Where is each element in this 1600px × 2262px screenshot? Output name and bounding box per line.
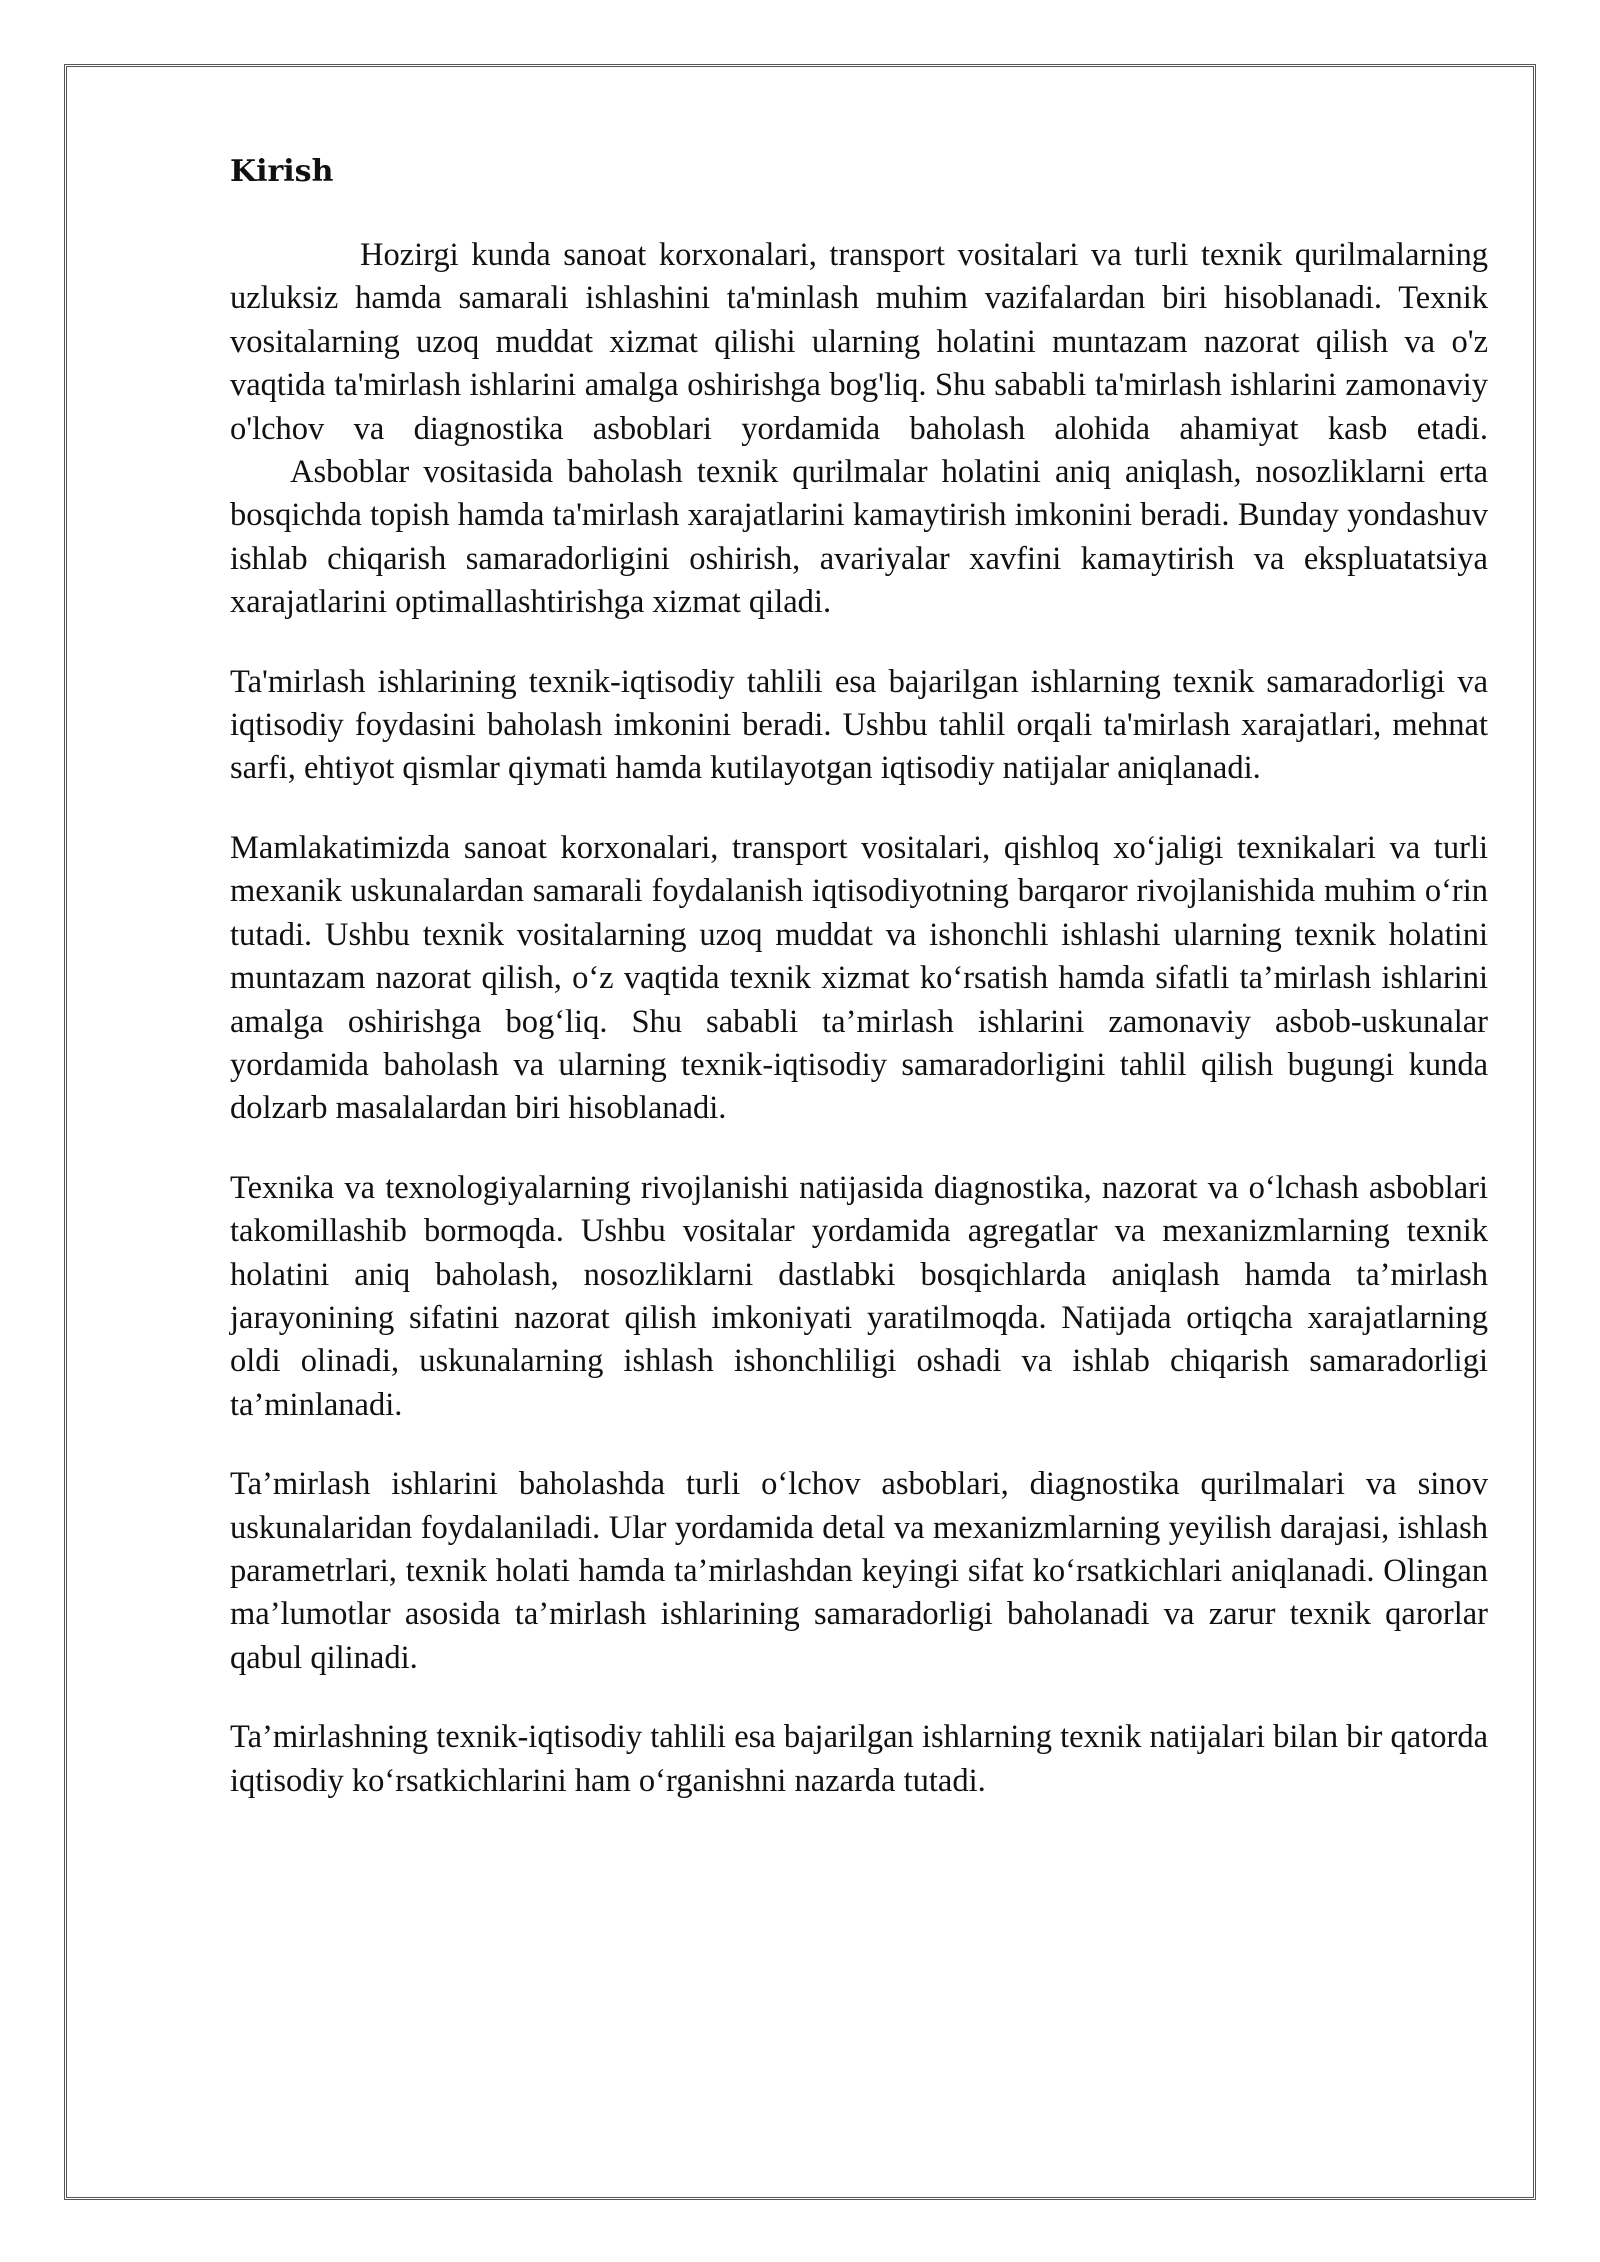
paragraph-3: Ta'mirlash ishlarining texnik-iqtisodiy tahlili esa bajarilgan ishlarning texnik samaradorligi va iqtisodiy foydasini baholash imkonini beradi. Ushbu tahlil orqali ta'mirlash xarajatlari, mehnat sarfi, ehtiyot qismlar qiymati hamda kutilayotgan iqtisodiy natijalar aniqlanadi. xyxy=(230,663,1488,787)
paragraph-6: Ta’mirlash ishlarini baholashda turli o‘lchov asboblari, diagnostika qurilmalari va sinov uskunalaridan foydalaniladi. Ular yordamida detal va mexanizmlarning yeyilish darajasi, ishlash parametrlari, texnik holati hamda ta’mirlashdan keyingi sifat ko‘rsatkichlari aniqlanadi. Olingan ma’lumotlar asosida ta’mirlash ishlarining samaradorligi baholanadi va zarur texnik qarorlar qabul qilinadi. xyxy=(230,1466,1488,1676)
paragraph-7: Ta’mirlashning texnik-iqtisodiy tahlili esa bajarilgan ishlarning texnik natijalari bilan bir qatorda iqtisodiy ko‘rsatkichlarini ham o‘rganishni nazarda tutadi. xyxy=(230,1719,1488,1799)
document-body xyxy=(230,150,1488,1839)
paragraph-4: Mamlakatimizda sanoat korxonalari, transport vositalari, qishloq xo‘jaligi texnikalari va turli mexanik uskunalardan samarali foydalanish iqtisodiyotning barqaror rivojlanishida muhim o‘rin tutadi. Ushbu texnik vositalarning uzoq muddat va ishonchli ishlashi ularning texnik holatini muntazam nazorat qilish, o‘z vaqtida texnik xizmat ko‘rsatish hamda sifatli ta’mirlash ishlarini amalga oshirishga bog‘liq. Shu sababli ta’mirlash ishlarini zamonaviy asbob-uskunalar yordamida baholash va ularning texnik-iqtisodiy samaradorligini tahlil qilish bugungi kunda dolzarb masalalardan biri hisoblanadi. xyxy=(230,829,1488,1127)
section-heading: Kirish xyxy=(230,154,334,189)
paragraph-5: Texnika va texnologiyalarning rivojlanishi natijasida diagnostika, nazorat va o‘lchash asboblari takomillashib bormoqda. Ushbu vositalar yordamida agregatlar va mexanizmlarning texnik holatini aniq baholash, nosozliklarni dastlabki bosqichlarda aniqlash hamda ta’mirlash jarayonining sifatini nazorat qilish imkoniyati yaratilmoqda. Natijada ortiqcha xarajatlarning oldi olinadi, uskunalarning ishlash ishonchliligi oshadi va ishlab chiqarish samaradorligi ta’minlanadi. xyxy=(230,1169,1488,1423)
paragraph-1: Hozirgi kunda sanoat korxonalari, transport vositalari va turli texnik qurilmalarning uzluksiz hamda samarali ishlashini ta'minlash muhim vazifalardan biri hisoblanadi. Texnik vositalarning uzoq muddat xizmat qilishi ularning holatini muntazam nazorat qilish va o'z vaqtida ta'mirlash ishlarini amalga oshirishga bog'liq. Shu sababli ta'mirlash ishlarini zamonaviy o'lchov va diagnostika asboblari yordamida baholash alohida ahamiyat kasb etadi. xyxy=(230,237,1488,447)
paragraph-2: Asboblar vositasida baholash texnik qurilmalar holatini aniq aniqlash, nosozliklarni erta bosqichda topish hamda ta'mirlash xarajatlarini kamaytirish imkonini beradi. Bunday yondashuv ishlab chiqarish samaradorligini oshirish, avariyalar xavfini kamaytirish va ekspluatatsiya xarajatlarini optimallashtirishga xizmat qiladi. xyxy=(230,454,1488,621)
